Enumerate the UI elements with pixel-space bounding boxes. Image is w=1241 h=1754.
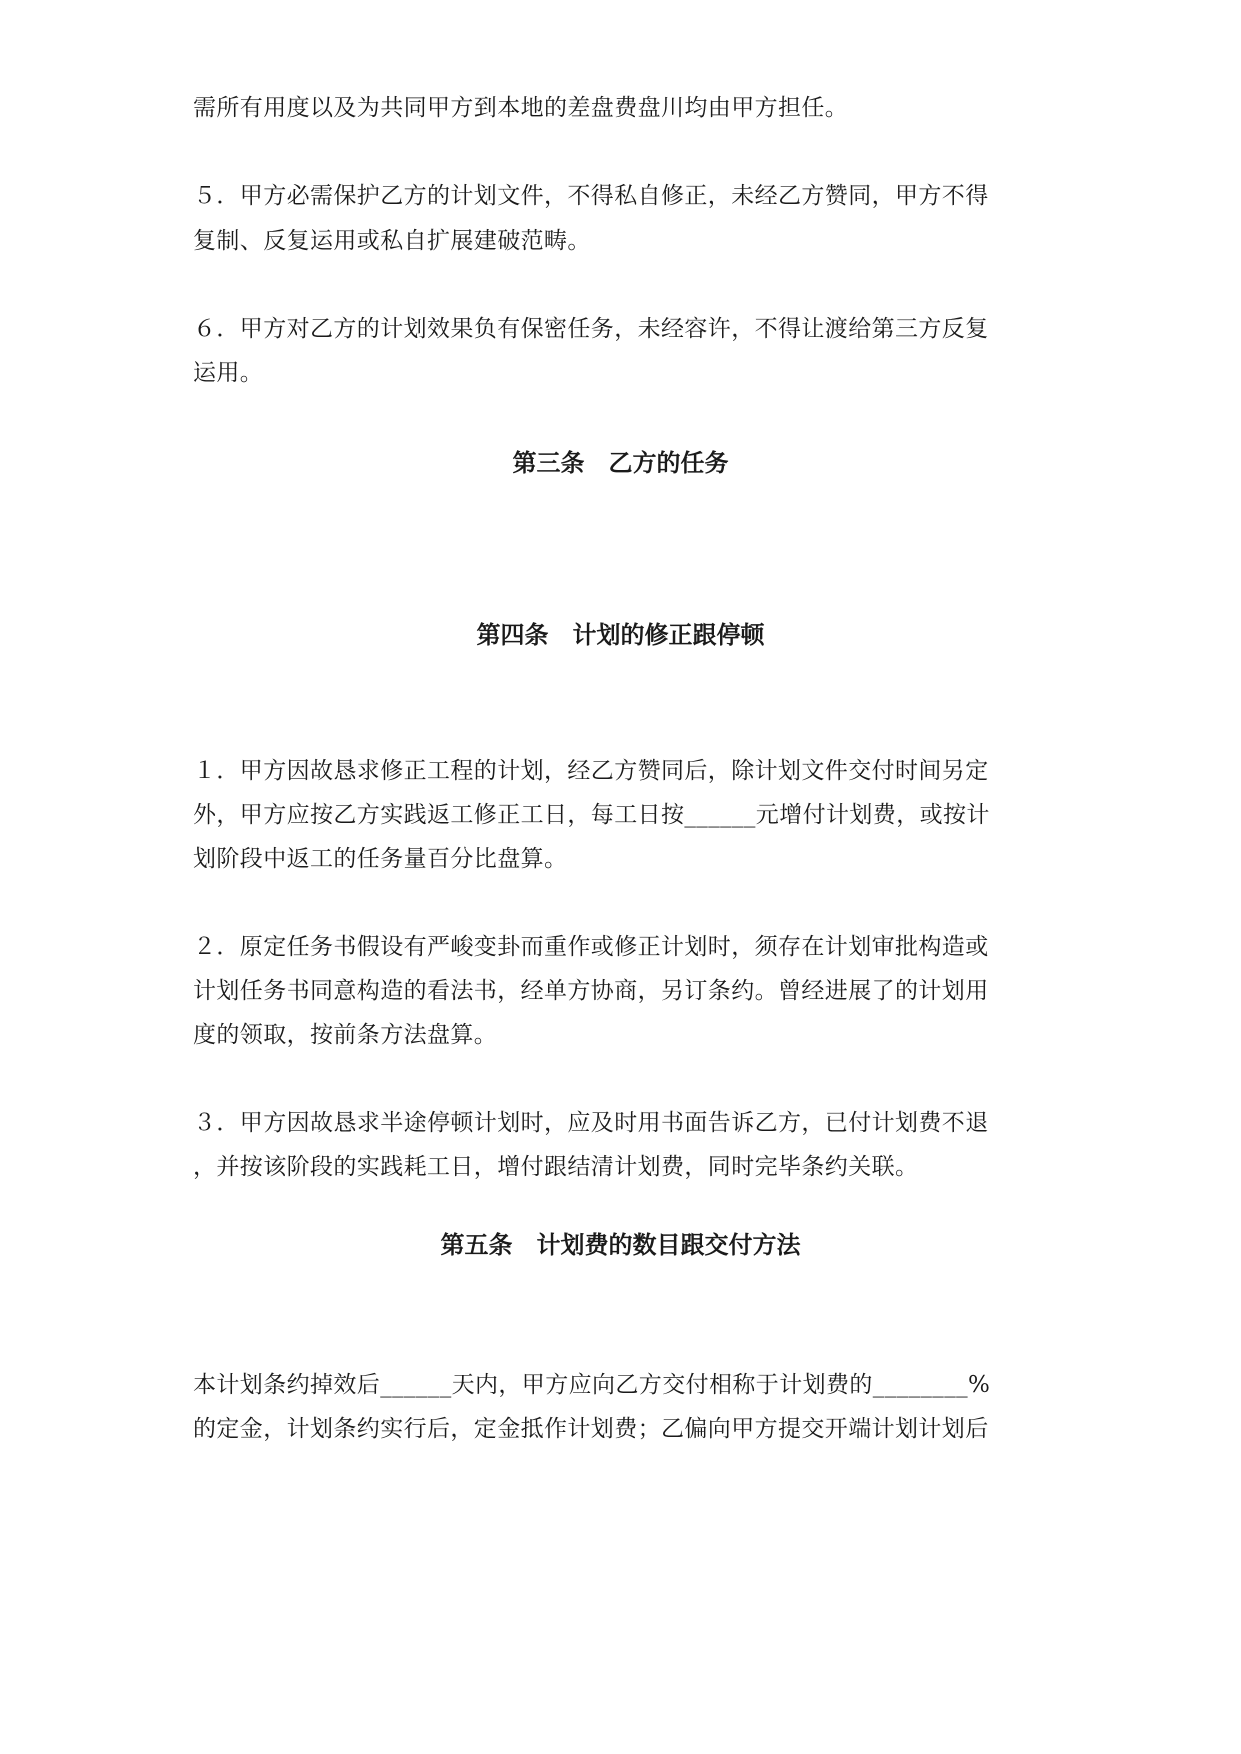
paragraph-line: ３．甲方因故恳求半途停顿计划时，应及时用书面告诉乙方，已付计划费不退	[193, 1110, 989, 1136]
paragraph-line: 需所有用度以及为共同甲方到本地的差盘费盘川均由甲方担任。	[193, 95, 849, 121]
paragraph-line: 本计划条约掉效后______天内，甲方应向乙方交付相称于计划费的________%	[193, 1372, 991, 1398]
paragraph-line: ２．原定任务书假设有严峻变卦而重作或修正计划时，须存在计划审批构造或	[193, 934, 989, 960]
paragraph-line: ６．甲方对乙方的计划效果负有保密任务，未经容许，不得让渡给第三方反复	[193, 316, 989, 342]
paragraph-line: ５．甲方必需保护乙方的计划文件，不得私自修正，未经乙方赞同，甲方不得	[193, 183, 989, 209]
paragraph-line: 复制、反复运用或私自扩展建破范畴。	[193, 228, 591, 254]
paragraph-line: 划阶段中返工的任务量百分比盘算。	[193, 846, 568, 872]
paragraph-line: 计划任务书同意构造的看法书，经单方协商，另订条约。曾经进展了的计划用	[193, 978, 989, 1004]
section-heading: 第三条 乙方的任务	[512, 448, 729, 477]
section-heading: 第四条 计划的修正跟停顿	[476, 620, 765, 649]
paragraph-line: 运用。	[193, 360, 264, 386]
section-heading: 第五条 计划费的数目跟交付方法	[440, 1230, 801, 1259]
paragraph-line: 度的领取，按前条方法盘算。	[193, 1022, 498, 1048]
paragraph-line: 外，甲方应按乙方实践返工修正工日，每工日按______元增付计划费，或按计	[193, 802, 990, 828]
paragraph-line: 的定金，计划条约实行后，定金抵作计划费；乙偏向甲方提交开端计划计划后	[193, 1416, 989, 1442]
paragraph-line: １．甲方因故恳求修正工程的计划，经乙方赞同后，除计划文件交付时间另定	[193, 758, 989, 784]
paragraph-line: ，并按该阶段的实践耗工日，增付跟结清计划费，同时完毕条约关联。	[193, 1154, 919, 1180]
